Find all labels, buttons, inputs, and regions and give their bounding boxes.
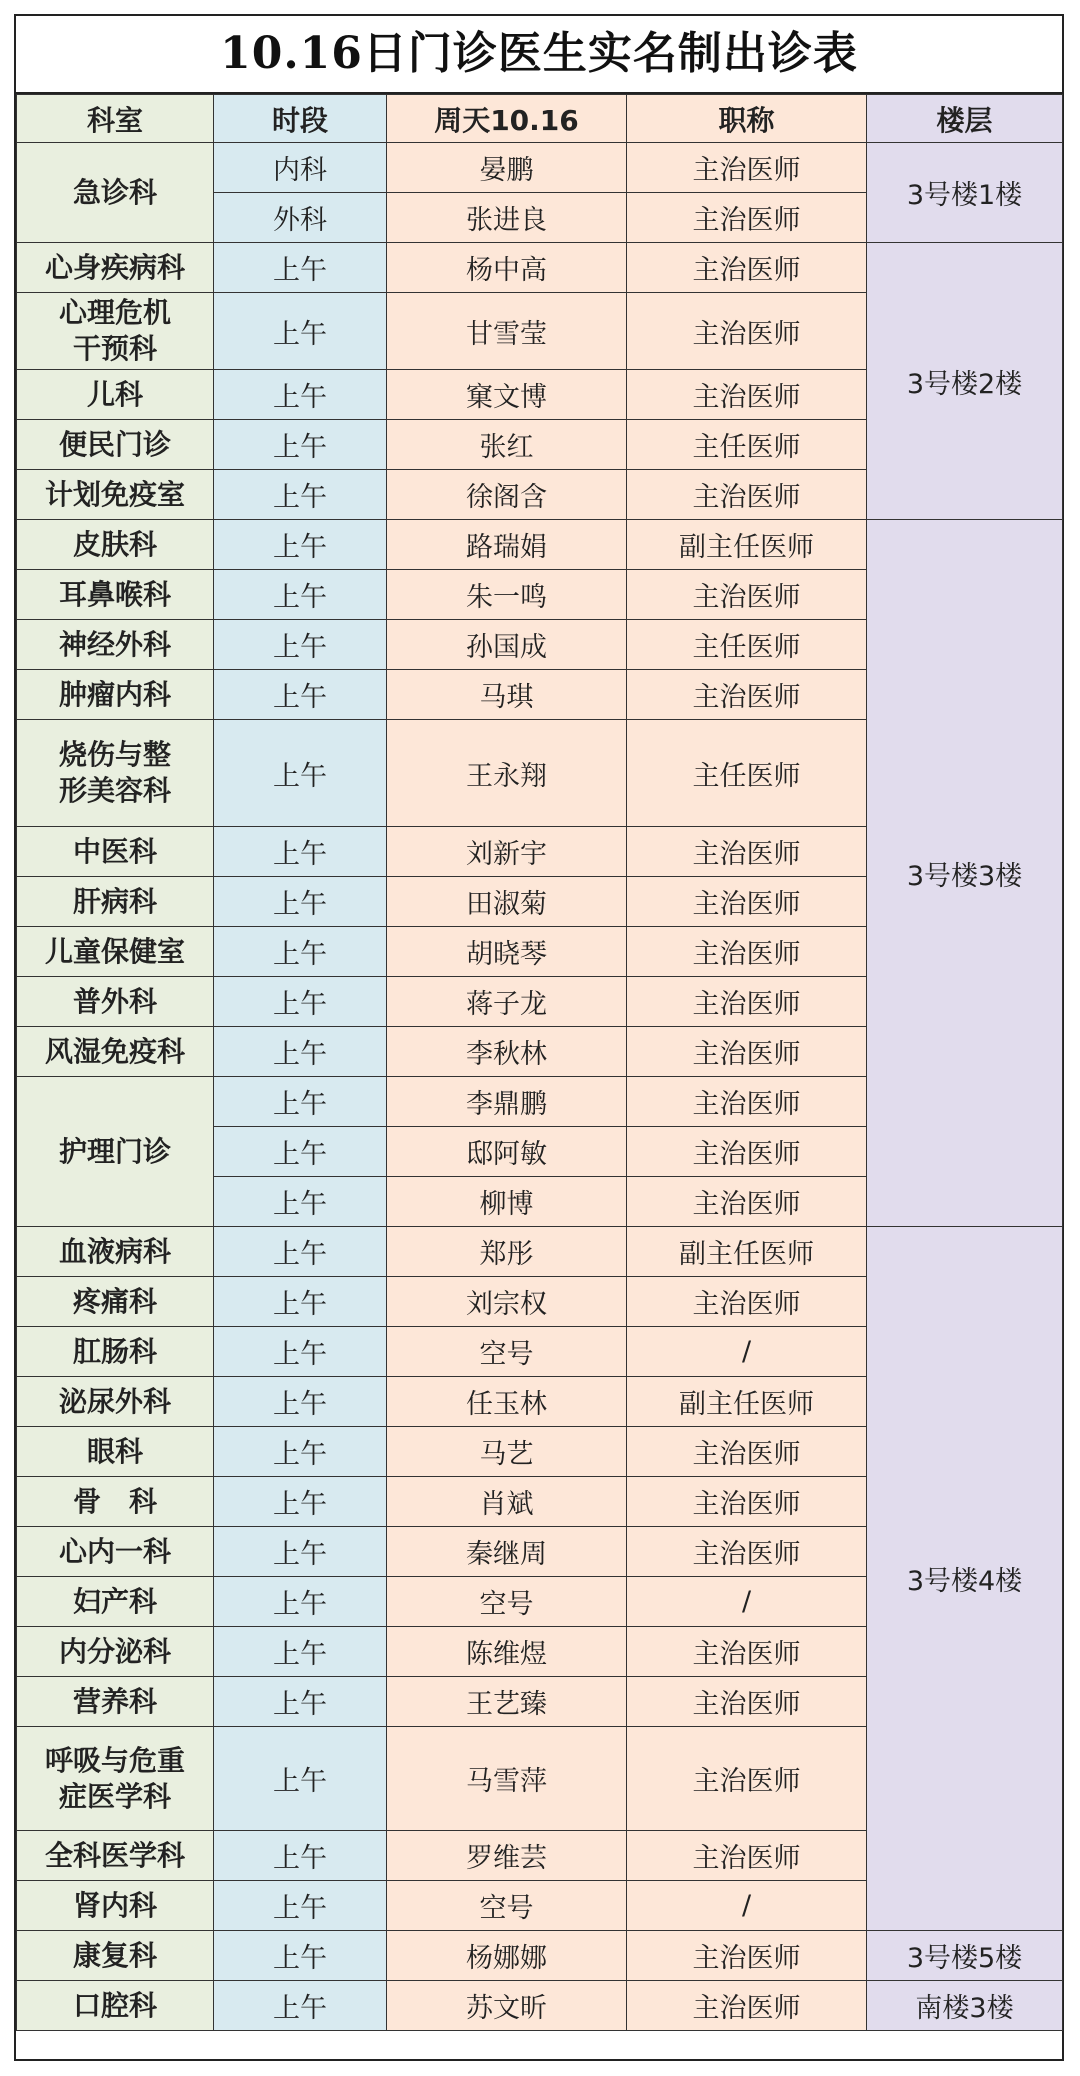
table-row xyxy=(17,520,1063,570)
title-cell: 副主任医师 xyxy=(627,1377,867,1427)
title-cell: 主治医师 xyxy=(627,1277,867,1327)
doctor-cell: 邸阿敏 xyxy=(387,1127,627,1177)
title-cell: 主治医师 xyxy=(627,1077,867,1127)
dept-cell: 心身疾病科 xyxy=(17,243,214,293)
title-cell: 主治医师 xyxy=(627,827,867,877)
dept-cell: 儿童保健室 xyxy=(17,927,214,977)
doctor-cell: 空号 xyxy=(387,1881,627,1931)
title-cell: 副主任医师 xyxy=(627,1227,867,1277)
table-row xyxy=(17,143,1063,193)
title-cell: 主任医师 xyxy=(627,620,867,670)
title-cell: 主治医师 xyxy=(627,293,867,370)
period-cell: 上午 xyxy=(214,927,387,977)
period-cell: 上午 xyxy=(214,1577,387,1627)
floor-cell: 3号楼2楼 xyxy=(867,243,1063,520)
title-cell: 主治医师 xyxy=(627,243,867,293)
floor-cell: 3号楼5楼 xyxy=(867,1931,1063,1981)
dept-cell: 神经外科 xyxy=(17,620,214,670)
doctor-cell: 罗维芸 xyxy=(387,1831,627,1881)
title-cell: 副主任医师 xyxy=(627,520,867,570)
title-cell: 主治医师 xyxy=(627,927,867,977)
dept-cell: 心理危机 干预科 xyxy=(17,293,214,370)
period-cell: 上午 xyxy=(214,620,387,670)
period-cell: 上午 xyxy=(214,1831,387,1881)
floor-cell: 3号楼1楼 xyxy=(867,143,1063,243)
schedule-table xyxy=(16,94,1063,2031)
title-cell: 主治医师 xyxy=(627,1177,867,1227)
dept-cell: 肝病科 xyxy=(17,877,214,927)
title-cell: 主任医师 xyxy=(627,720,867,827)
dept-cell: 耳鼻喉科 xyxy=(17,570,214,620)
doctor-cell: 空号 xyxy=(387,1577,627,1627)
title-cell: / xyxy=(627,1327,867,1377)
doctor-cell: 路瑞娟 xyxy=(387,520,627,570)
dept-cell: 护理门诊 xyxy=(17,1077,214,1227)
doctor-cell: 马琪 xyxy=(387,670,627,720)
floor-cell: 南楼3楼 xyxy=(867,1981,1063,2031)
header-doctor: 周天10.16 xyxy=(387,95,627,143)
dept-cell: 泌尿外科 xyxy=(17,1377,214,1427)
title-cell: 主治医师 xyxy=(627,470,867,520)
period-cell: 上午 xyxy=(214,1527,387,1577)
doctor-cell: 张红 xyxy=(387,420,627,470)
dept-cell: 骨 科 xyxy=(17,1477,214,1527)
title-cell: 主治医师 xyxy=(627,670,867,720)
doctor-cell: 朱一鸣 xyxy=(387,570,627,620)
doctor-cell: 田淑菊 xyxy=(387,877,627,927)
dept-cell: 中医科 xyxy=(17,827,214,877)
header-period: 时段 xyxy=(214,95,387,143)
dept-cell: 风湿免疫科 xyxy=(17,1027,214,1077)
period-cell: 内科 xyxy=(214,143,387,193)
period-cell: 上午 xyxy=(214,1981,387,2031)
title-cell: 主治医师 xyxy=(627,1477,867,1527)
dept-cell: 眼科 xyxy=(17,1427,214,1477)
doctor-cell: 刘新宇 xyxy=(387,827,627,877)
title-cell: 主治医师 xyxy=(627,1527,867,1577)
schedule-sheet xyxy=(14,14,1064,2061)
header-row xyxy=(17,95,1063,143)
floor-cell: 3号楼3楼 xyxy=(867,520,1063,1227)
doctor-cell: 张进良 xyxy=(387,193,627,243)
title-cell: 主治医师 xyxy=(627,143,867,193)
dept-cell: 疼痛科 xyxy=(17,1277,214,1327)
doctor-cell: 空号 xyxy=(387,1327,627,1377)
header-dept: 科室 xyxy=(17,95,214,143)
doctor-cell: 郑彤 xyxy=(387,1227,627,1277)
period-cell: 上午 xyxy=(214,1627,387,1677)
period-cell: 上午 xyxy=(214,827,387,877)
doctor-cell: 刘宗权 xyxy=(387,1277,627,1327)
period-cell: 上午 xyxy=(214,420,387,470)
period-cell: 上午 xyxy=(214,670,387,720)
period-cell: 上午 xyxy=(214,1027,387,1077)
doctor-cell: 王艺臻 xyxy=(387,1677,627,1727)
period-cell: 上午 xyxy=(214,1727,387,1831)
period-cell: 上午 xyxy=(214,1177,387,1227)
period-cell: 上午 xyxy=(214,370,387,420)
period-cell: 上午 xyxy=(214,977,387,1027)
doctor-cell: 孙国成 xyxy=(387,620,627,670)
dept-cell: 心内一科 xyxy=(17,1527,214,1577)
title-cell: 主治医师 xyxy=(627,1127,867,1177)
dept-cell: 血液病科 xyxy=(17,1227,214,1277)
period-cell: 上午 xyxy=(214,1931,387,1981)
period-cell: 上午 xyxy=(214,1127,387,1177)
period-cell: 上午 xyxy=(214,1077,387,1127)
doctor-cell: 陈维煜 xyxy=(387,1627,627,1677)
dept-cell: 皮肤科 xyxy=(17,520,214,570)
period-cell: 上午 xyxy=(214,877,387,927)
title-cell: 主治医师 xyxy=(627,1677,867,1727)
period-cell: 上午 xyxy=(214,293,387,370)
period-cell: 上午 xyxy=(214,1881,387,1931)
period-cell: 上午 xyxy=(214,1427,387,1477)
dept-cell: 肿瘤内科 xyxy=(17,670,214,720)
header-title: 职称 xyxy=(627,95,867,143)
title-cell: 主治医师 xyxy=(627,1931,867,1981)
dept-cell: 普外科 xyxy=(17,977,214,1027)
doctor-cell: 窠文博 xyxy=(387,370,627,420)
dept-cell: 内分泌科 xyxy=(17,1627,214,1677)
doctor-cell: 李秋林 xyxy=(387,1027,627,1077)
doctor-cell: 任玉林 xyxy=(387,1377,627,1427)
title-cell: / xyxy=(627,1577,867,1627)
title-cell: 主治医师 xyxy=(627,1727,867,1831)
period-cell: 上午 xyxy=(214,570,387,620)
period-cell: 上午 xyxy=(214,1377,387,1427)
doctor-cell: 杨娜娜 xyxy=(387,1931,627,1981)
dept-cell: 急诊科 xyxy=(17,143,214,243)
doctor-cell: 徐阁含 xyxy=(387,470,627,520)
dept-cell: 呼吸与危重 症医学科 xyxy=(17,1727,214,1831)
dept-cell: 营养科 xyxy=(17,1677,214,1727)
title-cell: 主治医师 xyxy=(627,877,867,927)
dept-cell: 儿科 xyxy=(17,370,214,420)
title-cell: / xyxy=(627,1881,867,1931)
dept-cell: 肛肠科 xyxy=(17,1327,214,1377)
period-cell: 上午 xyxy=(214,470,387,520)
dept-cell: 口腔科 xyxy=(17,1981,214,2031)
doctor-cell: 李鼎鹏 xyxy=(387,1077,627,1127)
title-cell: 主治医师 xyxy=(627,1427,867,1477)
title-cell: 主治医师 xyxy=(627,370,867,420)
title-cell: 主治医师 xyxy=(627,570,867,620)
doctor-cell: 柳博 xyxy=(387,1177,627,1227)
table-row xyxy=(17,243,1063,293)
doctor-cell: 晏鹏 xyxy=(387,143,627,193)
dept-cell: 妇产科 xyxy=(17,1577,214,1627)
period-cell: 上午 xyxy=(214,520,387,570)
table-row xyxy=(17,1981,1063,2031)
page-title: 10.16日门诊医生实名制出诊表 xyxy=(16,16,1062,94)
period-cell: 上午 xyxy=(214,1477,387,1527)
title-cell: 主治医师 xyxy=(627,1831,867,1881)
period-cell: 外科 xyxy=(214,193,387,243)
title-cell: 主治医师 xyxy=(627,193,867,243)
title-cell: 主任医师 xyxy=(627,420,867,470)
period-cell: 上午 xyxy=(214,720,387,827)
doctor-cell: 肖斌 xyxy=(387,1477,627,1527)
period-cell: 上午 xyxy=(214,1327,387,1377)
doctor-cell: 胡晓琴 xyxy=(387,927,627,977)
header-floor: 楼层 xyxy=(867,95,1063,143)
period-cell: 上午 xyxy=(214,1677,387,1727)
floor-cell: 3号楼4楼 xyxy=(867,1227,1063,1931)
dept-cell: 康复科 xyxy=(17,1931,214,1981)
doctor-cell: 苏文昕 xyxy=(387,1981,627,2031)
doctor-cell: 马艺 xyxy=(387,1427,627,1477)
doctor-cell: 秦继周 xyxy=(387,1527,627,1577)
period-cell: 上午 xyxy=(214,1277,387,1327)
period-cell: 上午 xyxy=(214,1227,387,1277)
dept-cell: 全科医学科 xyxy=(17,1831,214,1881)
dept-cell: 烧伤与整 形美容科 xyxy=(17,720,214,827)
table-row xyxy=(17,1931,1063,1981)
title-cell: 主治医师 xyxy=(627,1627,867,1677)
title-cell: 主治医师 xyxy=(627,1027,867,1077)
doctor-cell: 杨中高 xyxy=(387,243,627,293)
dept-cell: 便民门诊 xyxy=(17,420,214,470)
doctor-cell: 甘雪莹 xyxy=(387,293,627,370)
dept-cell: 计划免疫室 xyxy=(17,470,214,520)
period-cell: 上午 xyxy=(214,243,387,293)
dept-cell: 肾内科 xyxy=(17,1881,214,1931)
doctor-cell: 蒋子龙 xyxy=(387,977,627,1027)
table-row xyxy=(17,1227,1063,1277)
title-cell: 主治医师 xyxy=(627,1981,867,2031)
doctor-cell: 马雪萍 xyxy=(387,1727,627,1831)
doctor-cell: 王永翔 xyxy=(387,720,627,827)
title-cell: 主治医师 xyxy=(627,977,867,1027)
